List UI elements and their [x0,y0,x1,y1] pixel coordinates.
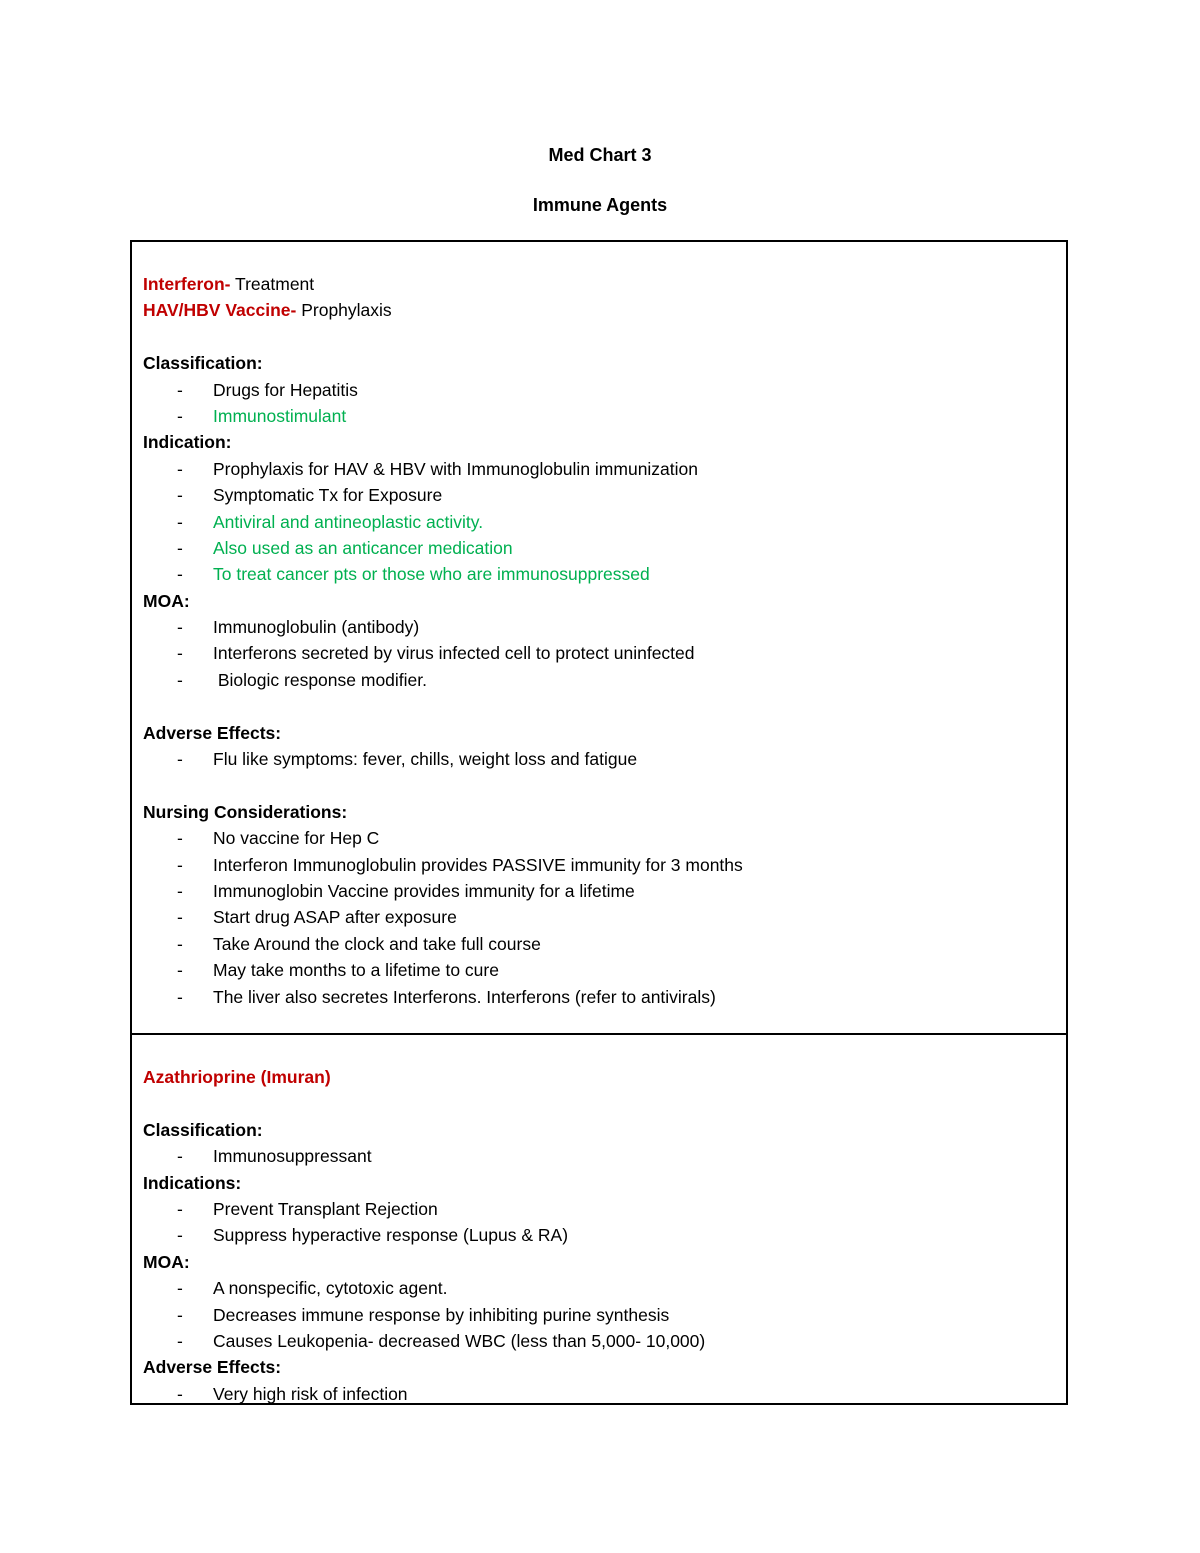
bullet-dash: - [177,933,183,954]
section-heading: Indications: [143,1172,242,1193]
list-item [143,1275,1056,1301]
list-item [143,456,1056,482]
list-item-text: Prevent Transplant Rejection [213,1198,438,1219]
list-item [143,852,1056,878]
classification-list [143,1143,1056,1169]
section-heading: Classification: [143,353,263,374]
bullet-dash: - [177,617,183,638]
list-item-text: Causes Leukopenia- decreased WBC (less than 5,000- 10,000) [213,1330,706,1351]
bullet-dash: - [177,643,183,664]
adverse-list [143,746,1056,772]
bullet-dash: - [177,379,183,400]
adverse-list [143,1381,1056,1407]
section-heading: MOA: [143,590,190,611]
list-item-text: Antiviral and antineoplastic activity. [213,511,484,532]
list-item [143,931,1056,957]
page-title: Med Chart 3 [548,145,652,165]
indication-list [143,1196,1056,1249]
bullet-dash: - [177,1225,183,1246]
list-item-text: Prophylaxis for HAV & HBV with Immunoglobulin immunization [213,458,699,479]
list-item-text: Take Around the clock and take full course [213,933,541,954]
list-item [143,984,1056,1010]
list-item-text: No vaccine for Hep C [213,828,380,849]
list-item [143,746,1056,772]
bullet-dash: - [177,511,183,532]
bullet-dash: - [177,485,183,506]
page-subtitle: Immune Agents [532,195,668,215]
list-item [143,904,1056,930]
list-item-text: To treat cancer pts or those who are immunosuppressed [213,564,650,585]
bullet-dash: - [177,1330,183,1351]
drug-name: HAV/HBV Vaccine- [143,300,297,321]
list-item [143,482,1056,508]
list-item [143,1381,1056,1407]
list-item-text: A nonspecific, cytotoxic agent. [213,1278,448,1299]
list-item-text: Drugs for Hepatitis [213,379,358,400]
list-item [143,509,1056,535]
section-heading: Adverse Effects: [143,722,282,743]
section-heading: Indication: [143,432,232,453]
list-item-text: Flu like symptoms: fever, chills, weight loss and fatigue [213,749,638,770]
bullet-dash: - [177,405,183,426]
section-heading: Nursing Considerations: [143,801,348,822]
drug-use: Prophylaxis [296,300,392,321]
classification-list [143,377,1056,430]
bullet-dash: - [177,1278,183,1299]
bullet-dash: - [177,1146,183,1167]
list-item [143,957,1056,983]
list-item [143,1222,1056,1248]
nursing-list [143,825,1056,1010]
list-item [143,561,1056,587]
bullet-dash: - [177,986,183,1007]
drug-use: Treatment [230,274,315,294]
bullet-dash: - [177,960,183,981]
list-item-text: Also used as an anticancer medication [213,537,513,558]
bullet-dash: - [177,1198,183,1219]
list-item-text: Immunoglobin Vaccine provides immunity for a lifetime [213,880,635,901]
list-item-text: Very high risk of infection [213,1383,408,1404]
drug-line-interferon [143,271,1056,297]
list-item [143,1196,1056,1222]
bullet-dash: - [177,537,183,558]
section-heading: Classification: [143,1119,263,1140]
list-item-text: Immunosuppressant [213,1146,372,1167]
list-item [143,825,1056,851]
list-item [143,1302,1056,1328]
bullet-dash: - [177,854,183,875]
list-item-text: Interferon Immunoglobulin provides PASSIVE immunity for 3 months [213,854,743,875]
list-item [143,614,1056,640]
drug-line-vaccine [143,297,1056,323]
list-item [143,403,1056,429]
bullet-dash: - [177,907,183,928]
list-item-text: Suppress hyperactive response (Lupus & RA) [213,1225,569,1246]
list-item-text: Interferons secreted by virus infected cell to protect uninfected [213,643,695,664]
bullet-dash: - [177,1383,183,1404]
list-item-text: Biologic response modifier. [213,669,427,690]
list-item [143,878,1056,904]
bullet-dash: - [177,828,183,849]
drug-name: Azathrioprine (Imuran) [143,1067,331,1087]
interferon-section [130,240,1068,1035]
list-item [143,1328,1056,1354]
bullet-dash: - [177,880,183,901]
list-item-text: The liver also secretes Interferons. Interferons (refer to antivirals) [213,986,716,1007]
bullet-dash: - [177,564,183,585]
list-item [143,535,1056,561]
moa-list [143,1275,1056,1354]
list-item [143,377,1056,403]
list-item [143,640,1056,666]
list-item-text: Symptomatic Tx for Exposure [213,485,443,506]
list-item-text: May take months to a lifetime to cure [213,960,499,981]
bullet-dash: - [177,458,183,479]
section-heading: MOA: [143,1251,190,1272]
azathioprine-section [130,1033,1068,1405]
moa-list [143,614,1056,693]
drug-name: Interferon- [143,274,231,294]
list-item [143,667,1056,693]
list-item-text: Start drug ASAP after exposure [213,907,457,928]
bullet-dash: - [177,669,183,690]
list-item [143,1143,1056,1169]
list-item-text: Immunostimulant [213,405,347,426]
list-item-text: Decreases immune response by inhibiting purine synthesis [213,1304,670,1325]
bullet-dash: - [177,749,183,770]
section-heading: Adverse Effects: [143,1357,282,1378]
indication-list [143,456,1056,588]
bullet-dash: - [177,1304,183,1325]
list-item-text: Immunoglobulin (antibody) [213,617,420,638]
